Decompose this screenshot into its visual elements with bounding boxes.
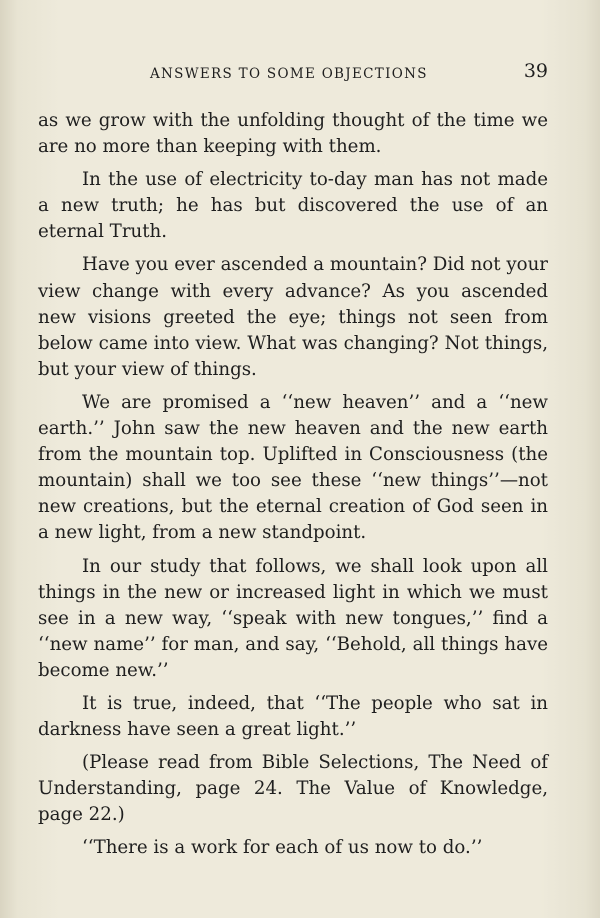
running-head: ANSWERS TO SOME OBJECTIONS <box>150 66 428 82</box>
paragraph: In the use of electricity to-day man has not made a new truth; he has but discovered the use of an eternal Truth. <box>38 169 548 243</box>
page-header <box>38 60 548 86</box>
paragraph: In our study that follows, we shall look upon all things in the new or increased light in which we must see in a new way, ‘‘speak with new tongues,’’ find a ‘‘new name’’ for man, and say, ‘‘Behold, all things have become new.’’ <box>38 555 548 681</box>
paragraph-continued: as we grow with the unfolding thought of the time we are no more than keeping with them. <box>38 110 548 158</box>
paragraph: Have you ever ascended a mountain? Did not your view change with every advance? As you ascended new visions greeted the eye; things not seen from below came into view. What was changing? Not things, but your view of things. <box>38 254 548 380</box>
paragraph: We are promised a ‘‘new heaven’’ and a ‘‘new earth.’’ John saw the new heaven and the new earth from the mountain top. Uplifted in Consciousness (the mountain) shall we too see these ‘‘new things’’—not new creations, but the eternal creation of God seen in a new light, from a new standpoint. <box>38 391 548 544</box>
paragraph: ‘‘There is a work for each of us now to do.’’ <box>82 837 483 859</box>
paragraph: (Please read from Bible Selections, The Need of Understanding, page 24. The Value of Knowledge, page 22.) <box>38 752 548 826</box>
paragraph: It is true, indeed, that ‘‘The people who sat in darkness have seen a great light.’’ <box>38 692 548 741</box>
page-number: 39 <box>523 60 548 82</box>
body-text <box>38 108 548 869</box>
